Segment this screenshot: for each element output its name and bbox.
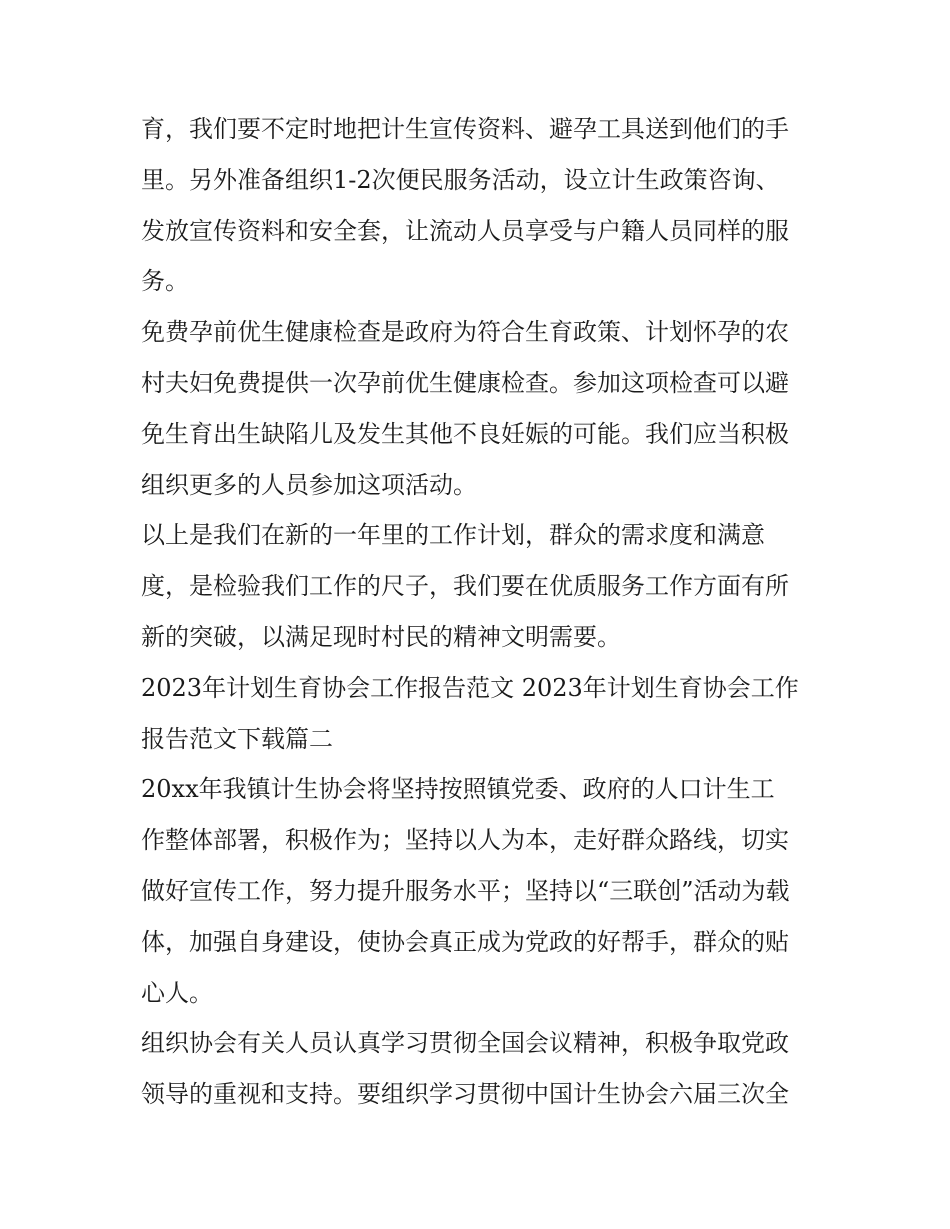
document-body [141, 104, 816, 1120]
text-line: 组织更多的人员参加这项活动。 [141, 470, 477, 499]
text-line: 里。另外准备组织1-2次便民服务活动，设立计生政策咨询、 [141, 165, 780, 194]
text-line: 新的突破，以满足现时村民的精神文明需要。 [141, 622, 621, 651]
text-line: 以上是我们在新的一年里的工作计划，群众的需求度和满意 [141, 521, 765, 550]
paragraph-health-check [141, 307, 816, 510]
text-line: 发放宣传资料和安全套，让流动人员享受与户籍人员同样的服 [141, 216, 789, 245]
heading-line: 2023年计划生育协会工作报告范文 2023年计划生育协会工作 [141, 673, 799, 702]
paragraph-annual-plan [141, 764, 816, 1018]
paragraph-service-activities [141, 104, 816, 307]
text-line: 度，是检验我们工作的尺子，我们要在优质服务工作方面有所 [141, 572, 789, 601]
paragraph-conclusion [141, 510, 816, 662]
text-line: 组织协会有关人员认真学习贯彻全国会议精神，积极争取党政 [141, 1029, 789, 1058]
text-line: 免生育出生缺陷儿及发生其他不良妊娠的可能。我们应当积极 [141, 419, 789, 448]
text-line: 领导的重视和支持。要组织学习贯彻中国计生协会六届三次全 [141, 1080, 789, 1109]
text-line: 免费孕前优生健康检查是政府为符合生育政策、计划怀孕的农 [141, 318, 789, 347]
paragraph-study-meeting [141, 1018, 816, 1120]
heading-line: 报告范文下载篇二 [141, 724, 333, 753]
text-line: 体，加强自身建设，使协会真正成为党政的好帮手，群众的贴 [141, 927, 789, 956]
text-line: 心人。 [141, 978, 213, 1007]
section-heading [141, 663, 816, 765]
text-line: 育，我们要不定时地把计生宣传资料、避孕工具送到他们的手 [141, 115, 789, 143]
text-line: 作整体部署，积极作为；坚持以人为本，走好群众路线，切实 [141, 826, 789, 855]
text-line: 务。 [141, 267, 189, 296]
text-line: 做好宣传工作，努力提升服务水平；坚持以“三联创”活动为载 [141, 876, 790, 905]
text-line: 村夫妇免费提供一次孕前优生健康检查。参加这项检查可以避 [141, 368, 789, 397]
text-line: 20xx年我镇计生协会将坚持按照镇党委、政府的人口计生工 [141, 775, 775, 804]
